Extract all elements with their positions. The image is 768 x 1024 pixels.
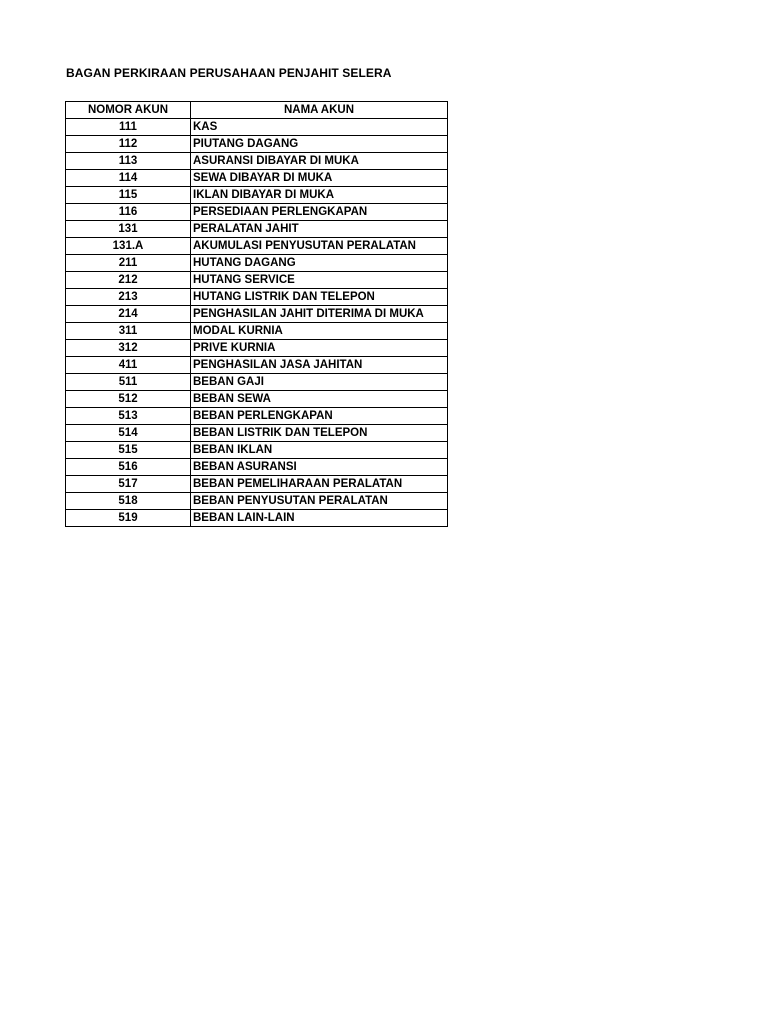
account-number-cell: 213: [66, 289, 191, 306]
document-title: BAGAN PERKIRAAN PERUSAHAAN PENJAHIT SELERA: [66, 66, 392, 80]
account-number-cell: 517: [66, 476, 191, 493]
table-row: [66, 476, 448, 493]
table-row: [66, 238, 448, 255]
account-number-cell: 116: [66, 204, 191, 221]
account-name-cell: ASURANSI DIBAYAR DI MUKA: [191, 153, 448, 170]
table-row: [66, 374, 448, 391]
table-row: [66, 408, 448, 425]
account-name-cell: BEBAN SEWA: [191, 391, 448, 408]
table-row: [66, 221, 448, 238]
table-row: [66, 170, 448, 187]
table-row: [66, 272, 448, 289]
table-row: [66, 255, 448, 272]
account-name-cell: HUTANG SERVICE: [191, 272, 448, 289]
column-header-account-number: NOMOR AKUN: [66, 102, 191, 119]
account-name-cell: PERSEDIAAN PERLENGKAPAN: [191, 204, 448, 221]
account-name-cell: SEWA DIBAYAR DI MUKA: [191, 170, 448, 187]
table-row: [66, 510, 448, 527]
account-number-cell: 519: [66, 510, 191, 527]
table-row: [66, 340, 448, 357]
account-number-cell: 131.A: [66, 238, 191, 255]
account-number-cell: 112: [66, 136, 191, 153]
table-row: [66, 204, 448, 221]
account-number-cell: 518: [66, 493, 191, 510]
account-name-cell: PENGHASILAN JASA JAHITAN: [191, 357, 448, 374]
account-name-cell: BEBAN LISTRIK DAN TELEPON: [191, 425, 448, 442]
table-row: [66, 306, 448, 323]
account-name-cell: IKLAN DIBAYAR DI MUKA: [191, 187, 448, 204]
account-number-cell: 516: [66, 459, 191, 476]
account-name-cell: AKUMULASI PENYUSUTAN PERALATAN: [191, 238, 448, 255]
account-number-cell: 214: [66, 306, 191, 323]
account-name-cell: MODAL KURNIA: [191, 323, 448, 340]
table-row: [66, 442, 448, 459]
account-number-cell: 212: [66, 272, 191, 289]
table-row: [66, 425, 448, 442]
table-row: [66, 493, 448, 510]
table-row: [66, 391, 448, 408]
account-name-cell: PERALATAN JAHIT: [191, 221, 448, 238]
account-number-cell: 515: [66, 442, 191, 459]
account-number-cell: 411: [66, 357, 191, 374]
account-number-cell: 311: [66, 323, 191, 340]
account-number-cell: 131: [66, 221, 191, 238]
account-number-cell: 114: [66, 170, 191, 187]
account-number-cell: 514: [66, 425, 191, 442]
account-name-cell: BEBAN PENYUSUTAN PERALATAN: [191, 493, 448, 510]
table-row: [66, 357, 448, 374]
account-name-cell: HUTANG LISTRIK DAN TELEPON: [191, 289, 448, 306]
account-number-cell: 211: [66, 255, 191, 272]
account-name-cell: PRIVE KURNIA: [191, 340, 448, 357]
table-row: [66, 289, 448, 306]
account-number-cell: 512: [66, 391, 191, 408]
account-name-cell: PIUTANG DAGANG: [191, 136, 448, 153]
account-number-cell: 312: [66, 340, 191, 357]
table-row: [66, 187, 448, 204]
chart-of-accounts-table: [65, 101, 448, 527]
account-number-cell: 111: [66, 119, 191, 136]
account-number-cell: 115: [66, 187, 191, 204]
account-name-cell: BEBAN PEMELIHARAAN PERALATAN: [191, 476, 448, 493]
table-row: [66, 459, 448, 476]
account-name-cell: BEBAN IKLAN: [191, 442, 448, 459]
account-name-cell: BEBAN ASURANSI: [191, 459, 448, 476]
account-name-cell: BEBAN GAJI: [191, 374, 448, 391]
table-row: [66, 119, 448, 136]
account-name-cell: KAS: [191, 119, 448, 136]
account-number-cell: 113: [66, 153, 191, 170]
account-number-cell: 511: [66, 374, 191, 391]
table-row: [66, 153, 448, 170]
table-body: [66, 119, 448, 527]
column-header-account-name: NAMA AKUN: [191, 102, 448, 119]
account-name-cell: PENGHASILAN JAHIT DITERIMA DI MUKA: [191, 306, 448, 323]
table-header-row: [66, 102, 448, 119]
account-name-cell: BEBAN PERLENGKAPAN: [191, 408, 448, 425]
table-row: [66, 323, 448, 340]
table-row: [66, 136, 448, 153]
account-name-cell: BEBAN LAIN-LAIN: [191, 510, 448, 527]
account-number-cell: 513: [66, 408, 191, 425]
account-name-cell: HUTANG DAGANG: [191, 255, 448, 272]
